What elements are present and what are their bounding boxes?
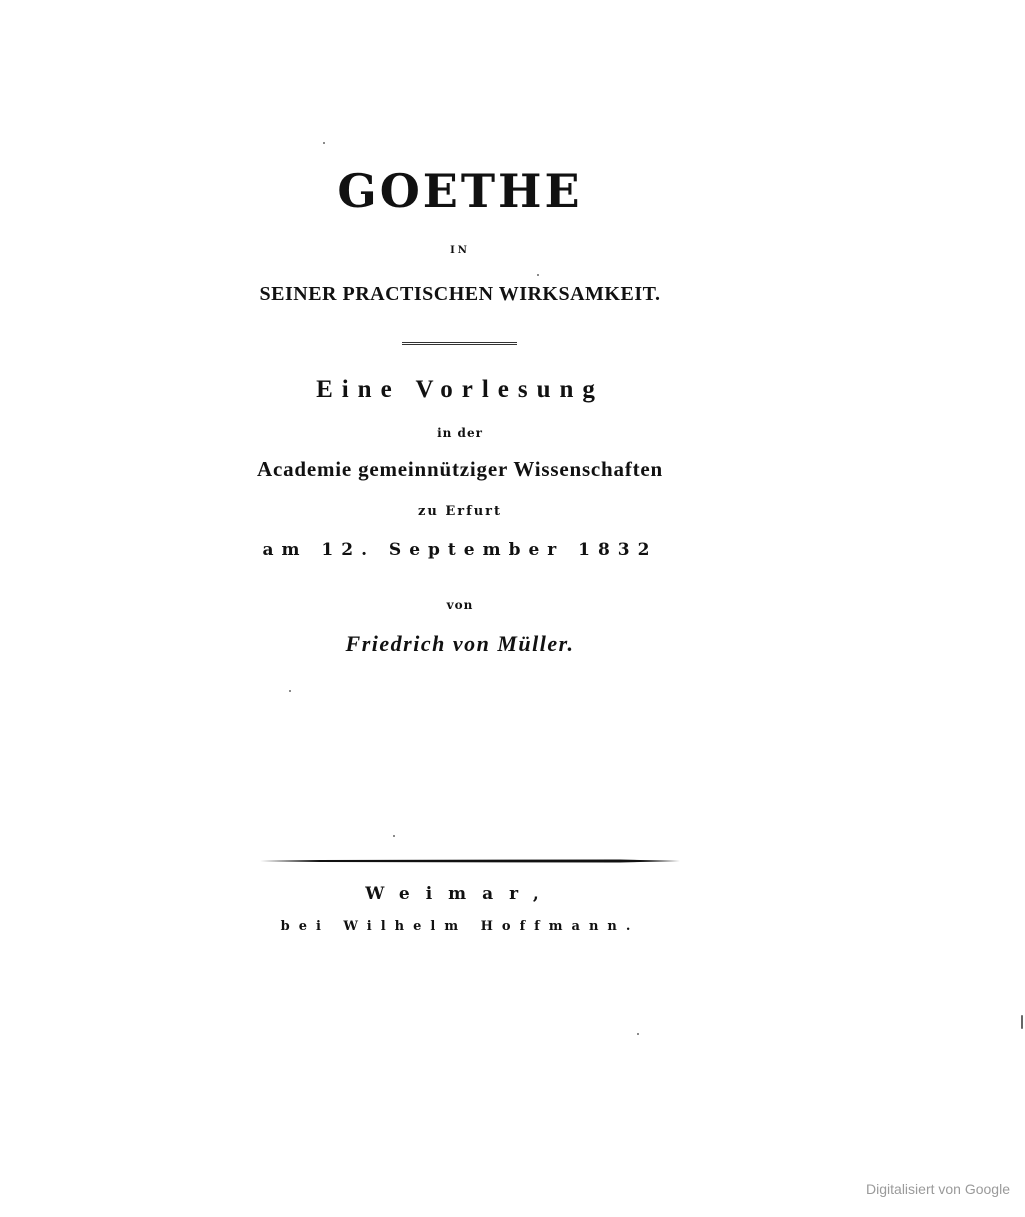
in-der-text: in der — [437, 426, 483, 440]
book-subtitle: SEINER PRACTISCHEN WIRKSAMKEIT. — [259, 283, 661, 305]
short-divider-rule — [402, 342, 517, 345]
academy-name: Academie gemeinnütziger Wissenschaften — [256, 457, 664, 481]
paper-speck — [393, 835, 395, 837]
imprint-publisher: bei Wilhelm Hoffmann. — [280, 919, 640, 934]
digitization-watermark: Digitalisiert von Google — [866, 1181, 1010, 1197]
author-name: Friedrich von Müller. — [345, 631, 575, 656]
paper-speck — [537, 274, 539, 276]
title-preposition: IN — [450, 245, 470, 256]
von-text: von — [446, 598, 474, 612]
lecture-heading: Eine Vorlesung — [316, 376, 604, 403]
location-text: zu Erfurt — [417, 504, 502, 519]
paper-speck — [637, 1033, 639, 1035]
book-title: GOETHE — [337, 164, 583, 218]
paper-speck — [323, 142, 325, 144]
paper-speck — [1021, 1015, 1023, 1029]
long-divider-rule — [260, 859, 680, 863]
imprint-city: Weimar, — [365, 884, 555, 904]
lecture-date: am 12. September 1832 — [262, 540, 658, 560]
paper-speck — [289, 690, 291, 692]
